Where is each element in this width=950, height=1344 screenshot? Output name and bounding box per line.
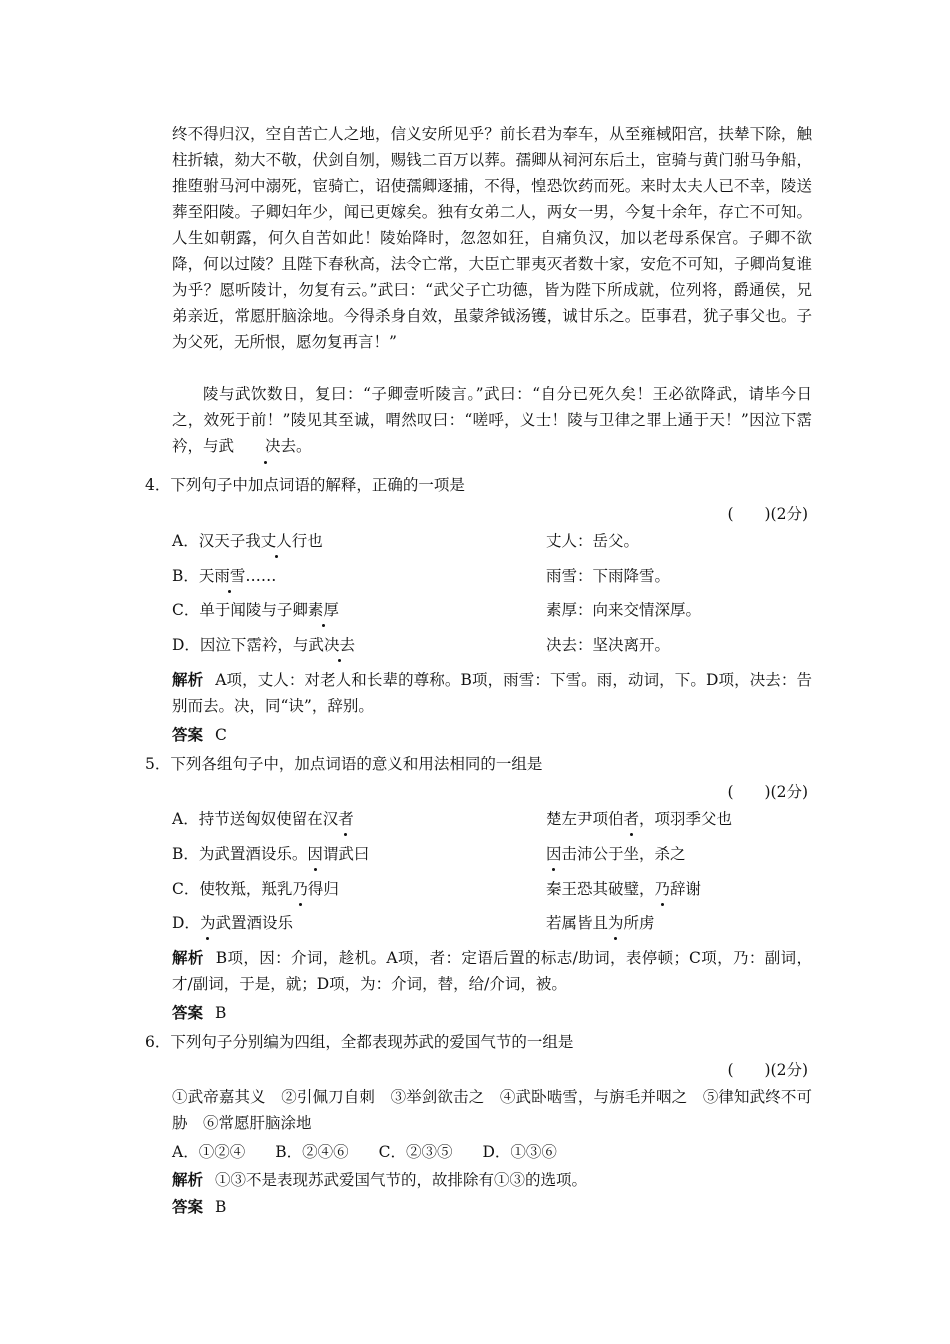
q4-option-a: A．汉天子我丈人行也: [172, 529, 323, 553]
q6-choice-c: C．②③⑤: [378, 1143, 453, 1161]
q4-option-b-meaning: 雨雪：下雨降雪。: [546, 567, 671, 585]
q5-option-c-compare: 秦王恐其破璧，乃辞谢: [546, 877, 701, 901]
q5-option-b: B．为武置酒设乐。因谓武曰: [172, 842, 369, 866]
q5-option-b-compare: 因击沛公于坐，杀之: [546, 842, 686, 866]
q5-analysis: 解析 B项，因：介词，趁机。A项，者：定语后置的标志/助词，表停顿；C项，乃：副词，才/副词，于是，就；D项，为：介词，替，给/介词，被。: [172, 948, 812, 993]
question-6-score: ( )(2分): [727, 1061, 808, 1079]
passage-paragraph-1: 终不得归汉，空自苦亡人之地，信义安所见乎？前长君为奉车，从至雍棫阳宫，扶辇下除，触柱折辕，劾大不敬，伏剑自刎，赐钱二百万以葬。孺卿从祠河东后土，宦骑与黄门驸马争船，推堕驸马河中溺死，宦骑亡，诏使孺卿逐捕，不得，惶恐饮药而死。来时太夫人已不幸，陵送葬至阳陵。子卿妇年少，闻已更嫁矣。独有女弟二人，两女一男，今复十余年，存亡不可知。人生如朝露，何久自苦如此！陵始降时，忽忽如狂，自痛负汉，加以老母系保宫。子卿不欲降，何以过陵？且陛下春秋高，法令亡常，大臣亡罪夷灭者数十家，安危不可知，子卿尚复谁为乎？愿听陵计，勿复有云。”武曰：“武父子亡功德，皆为陛下所成就，位列将，爵通侯，兄弟亲近，常愿肝脑涂地。今得杀身自效，虽蒙斧钺汤镬，诚甘乐之。臣事君，犹子事父也。子为父死，无所恨，愿勿复再言！”: [172, 125, 812, 351]
question-5-score: ( )(2分): [727, 783, 808, 801]
q5-option-d: D．为武置酒设乐: [172, 911, 293, 935]
emphasis-dot-word: 决去: [234, 433, 296, 459]
q4-option-c: C．单于闻陵与子卿素厚: [172, 598, 339, 622]
q6-answer: 答案 B: [172, 1197, 227, 1216]
passage-text-end: 。: [296, 437, 312, 455]
question-4-title: 4．下列句子中加点词语的解释，正确的一项是: [145, 476, 465, 494]
q4-option-a-meaning: 丈人：岳父。: [546, 532, 640, 550]
q6-choice-a: A．①②④: [172, 1143, 246, 1161]
q5-option-a: A．持节送匈奴使留在汉者: [172, 807, 354, 831]
q5-option-a-compare: 楚左尹项伯者，项羽季父也: [546, 807, 732, 831]
q6-analysis: 解析 ①③不是表现苏武爱国气节的，故排除有①③的选项。: [172, 1170, 588, 1189]
question-6-title: 6．下列句子分别编为四组，全都表现苏武的爱国气节的一组是: [145, 1033, 574, 1051]
q5-option-c: C．使牧羝，羝乳乃得归: [172, 877, 339, 901]
q6-items: ①武帝嘉其义 ②引佩刀自刺 ③举剑欲击之 ④武卧啮雪，与旃毛并咽之 ⑤律知武终不可胁 ⑥常愿肝脑涂地: [172, 1088, 812, 1132]
q6-choice-d: D．①③⑥: [482, 1143, 557, 1161]
passage-text: 陵与武饮数日，复曰：“子卿壹听陵言。”武曰：“自分已死久矣！王必欲降武，请毕今日之，效死于前！”陵见其至诚，喟然叹曰：“嗟呼，义士！陵与卫律之罪上通于天！”因泣下霑衿，与武: [172, 385, 812, 455]
q6-choices: [172, 1140, 587, 1164]
q4-analysis: 解析 A项，丈人：对老人和长辈的尊称。B项，雨雪：下雪。雨，动词，下。D项，决去：告别而去。决，同“诀”，辞别。: [172, 670, 812, 715]
passage-paragraph-2: [172, 381, 812, 459]
q6-choice-b: B．②④⑥: [275, 1143, 349, 1161]
q5-answer: 答案 B: [172, 1003, 227, 1022]
q4-option-d: D．因泣下霑衿，与武决去: [172, 633, 355, 657]
question-5-title: 5．下列各组句子中，加点词语的意义和用法相同的一组是: [145, 755, 543, 773]
q5-option-d-compare: 若属皆且为所虏: [546, 911, 655, 935]
q4-option-b: B．天雨雪……: [172, 564, 276, 588]
q4-option-c-meaning: 素厚：向来交情深厚。: [546, 601, 702, 619]
question-4-score: ( )(2分): [727, 505, 808, 523]
q4-option-d-meaning: 决去：坚决离开。: [546, 636, 671, 654]
q4-answer: 答案 C: [172, 725, 227, 744]
